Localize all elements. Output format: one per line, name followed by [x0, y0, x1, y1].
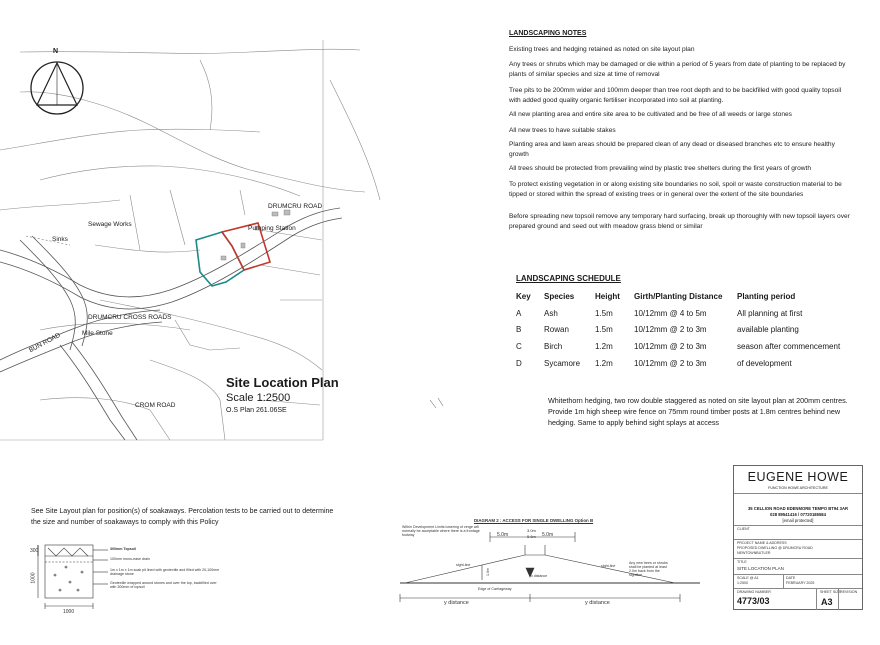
schedule-header-period: Planting period [737, 292, 796, 301]
diagram-sight-line-left: sight-line [456, 563, 471, 567]
plan-title: Site Location Plan [226, 375, 339, 390]
landscaping-note: Planting area and lawn areas should be prepared clean of any dead or diseased branches etc to ensure healthy growth [509, 141, 835, 158]
schedule-cell: 1.2m [595, 359, 613, 368]
whitethorn-note: Whitethorn hedging, two row double staggered as noted on site layout plan at 200mm centres. Provide 1m high sheep wire fence on 75mm round timber posts at 1.8m centres behind new hedging. Same to apply behind sight splays at access [548, 396, 848, 428]
landscaping-note: Tree pits to be 200mm wider and 100mm deeper than tree root depth and to be backfilled with good quality topsoil with added good quality organic fertiliser incorporated into soil at planting. [509, 87, 842, 104]
schedule-cell: Sycamore [544, 359, 581, 368]
adjacent-boundary [196, 232, 244, 286]
schedule-cell: 1.5m [595, 309, 613, 318]
north-arrow-icon [31, 62, 83, 114]
schedule-header-species: Species [544, 292, 575, 301]
schedule-cell: Rowan [544, 325, 569, 334]
diagram-d2b: 5.6m [527, 534, 536, 539]
schedule-header-height: Height [595, 292, 620, 301]
buildings [221, 210, 290, 260]
schedule-cell: All planning at first [737, 309, 803, 318]
landscaping-notes-title: LANDSCAPING NOTES [509, 30, 587, 37]
schedule-cell: 10/12mm @ 2 to 3m [634, 359, 707, 368]
schedule-cell: 1.2m [595, 342, 613, 351]
diagram-x-distance: x distance [531, 574, 548, 578]
sinks-label: Sinks [52, 236, 68, 243]
soakaway-topsoil-label: 300mm Topsoil [110, 547, 136, 551]
soakaway-drain-label: 100mm mono-ease drain [110, 557, 150, 561]
landscaping-note: To protect existing vegetation in or along existing site boundaries no soil, spoil or waste construction material to be tipped or stored within the spread of existing trees or in general over the extent of the site boundaries [509, 181, 842, 198]
soakaway-note: See Site Layout plan for position(s) of soakaways. Percolation tests to be carried out to determine the size and number of soakaways to comply with this Policy [31, 508, 334, 526]
mile-stone-label: Mile Stone [82, 330, 113, 337]
sheet-size-label: SHEET SIZE [820, 590, 841, 594]
schedule-cell: available planting [737, 325, 799, 334]
date-value: FEBRUARY 2025 [786, 581, 815, 585]
schedule-cell: Ash [544, 309, 558, 318]
landscaping-note: All new planting area and entire site area to be cultivated and be free of all weeds or large stones [509, 111, 792, 118]
drawing-number-label: DRAWING NUMBER [737, 590, 771, 594]
crom-road-label: CROM ROAD [135, 402, 176, 409]
schedule-header-key: Key [516, 292, 531, 301]
landscaping-schedule-title: LANDSCAPING SCHEDULE [516, 274, 621, 283]
plan-os-reference: O.S Plan 261.06SE [226, 407, 287, 414]
title-block [733, 465, 863, 610]
schedule-cell: 10/12mm @ 2 to 3m [634, 342, 707, 351]
soakaway-detail [38, 545, 108, 609]
diagram-d3: 5.0m [542, 532, 554, 538]
title-label: TITLE [737, 560, 747, 564]
diagram-sight-line-right: sight-line [601, 564, 616, 568]
landscaping-note: All new trees to have suitable stakes [509, 127, 616, 134]
soakaway-geotextile-label: Geotextile wrapped around stones and over the top, backfilled over with 300mm of topsoil [110, 581, 217, 589]
diagram-height: 1.0m [486, 568, 490, 576]
project-label: PROJECT NAME & ADDRESS [737, 541, 787, 545]
landscaping-note: Before spreading new topsoil remove any temporary hard surfacing, break up thoroughly with new topsoil layers over prepared ground and seed out with meadow grass blend or similar [509, 213, 850, 230]
date-label: DATE [786, 576, 796, 580]
sewage-works-label: Sewage Works [88, 221, 132, 228]
drawing-number-value: 4773/03 [737, 596, 770, 606]
title-value: SITE LOCATION PLAN [737, 566, 784, 571]
diagram-edge-label: Edge of Carriageway [478, 587, 512, 591]
firm-email: [email protected] [782, 518, 814, 523]
soakaway-dim-1000-h: 1000 [63, 609, 75, 615]
project-line-1: PROPOSED DWELLING @ DRUMCRU ROAD [737, 546, 813, 550]
schedule-cell: Birch [544, 342, 563, 351]
diagram-title: DIAGRAM 2 : ACCESS FOR SINGLE DWELLING Option B [474, 518, 594, 523]
schedule-header-girth: Girth/Planting Distance [634, 292, 723, 301]
diagram-note: Within Development Limits lowering of verge will normally be acceptable where there is a frontage footway [402, 525, 480, 537]
diagram-d2: 3.0m [527, 528, 536, 533]
bun-road-label: BUN ROAD [28, 331, 62, 355]
north-label: N [53, 48, 59, 55]
plan-scale: Scale 1:2500 [226, 392, 291, 404]
scale-value: 1:2500 [737, 581, 748, 585]
schedule-cell: 10/12mm @ 4 to 5m [634, 309, 707, 318]
landscaping-note: All trees should be protected from prevailing wind by plastic tree shelters during the first years of growth [509, 165, 811, 172]
soakaway-dim-1000-v: 1000 [30, 572, 37, 584]
schedule-cell: season after commencement [737, 342, 841, 351]
soakaway-dim-300: 300 [30, 548, 39, 554]
schedule-cell: A [516, 309, 522, 318]
soakaway-pit-label: 1m x 1m x 1m soak pit lined with geotextile and filled with 20-100mm drainage stone [110, 568, 220, 576]
schedule-cell: D [516, 359, 522, 368]
client-label: CLIENT [737, 527, 750, 531]
schedule-cell: 1.5m [595, 325, 613, 334]
project-line-2: NEWTOWNBUTLER [737, 551, 771, 555]
schedule-cell: C [516, 342, 522, 351]
sheet-size-value: A3 [821, 597, 833, 607]
revision-label: REVISION [840, 590, 858, 594]
firm-address: 35 CELLION ROAD EDENMORE TEMPO BT94 3AR [747, 506, 849, 511]
landscaping-note: Existing trees and hedging retained as noted on site layout plan [509, 46, 695, 53]
diagram-d1: 5.0m [497, 532, 509, 538]
pumping-station-label: Pumping Station [248, 225, 296, 232]
schedule-cell: 10/12mm @ 2 to 3m [634, 325, 707, 334]
scale-label: SCALE @ A1 [737, 576, 759, 580]
firm-name: EUGENE HOWE [747, 470, 849, 484]
landscaping-note: Any trees or shrubs which may be damaged or die within a period of 5 years from date of planting to be replaced by plants of similar species and size at time of removal [509, 61, 846, 78]
diagram-y-distance-right: y distance [585, 600, 610, 606]
schedule-cell: of development [737, 359, 792, 368]
drumcru-cross-roads-label: DRUMCRU CROSS ROADS [88, 314, 172, 321]
firm-subtitle: FUNCTION HOWE ARCHITECTURE [768, 486, 828, 490]
drumcru-road-upper-label: DRUMCRU ROAD [268, 203, 323, 210]
firm-phone: 028 89541416 / 07720186584 [770, 512, 826, 517]
diagram-kerb-note: Any new trees or shrubs shall be planted at least 2.0m back from the sightline [629, 561, 668, 577]
schedule-cell: B [516, 325, 522, 334]
diagram-y-distance-left: y distance [444, 600, 469, 606]
